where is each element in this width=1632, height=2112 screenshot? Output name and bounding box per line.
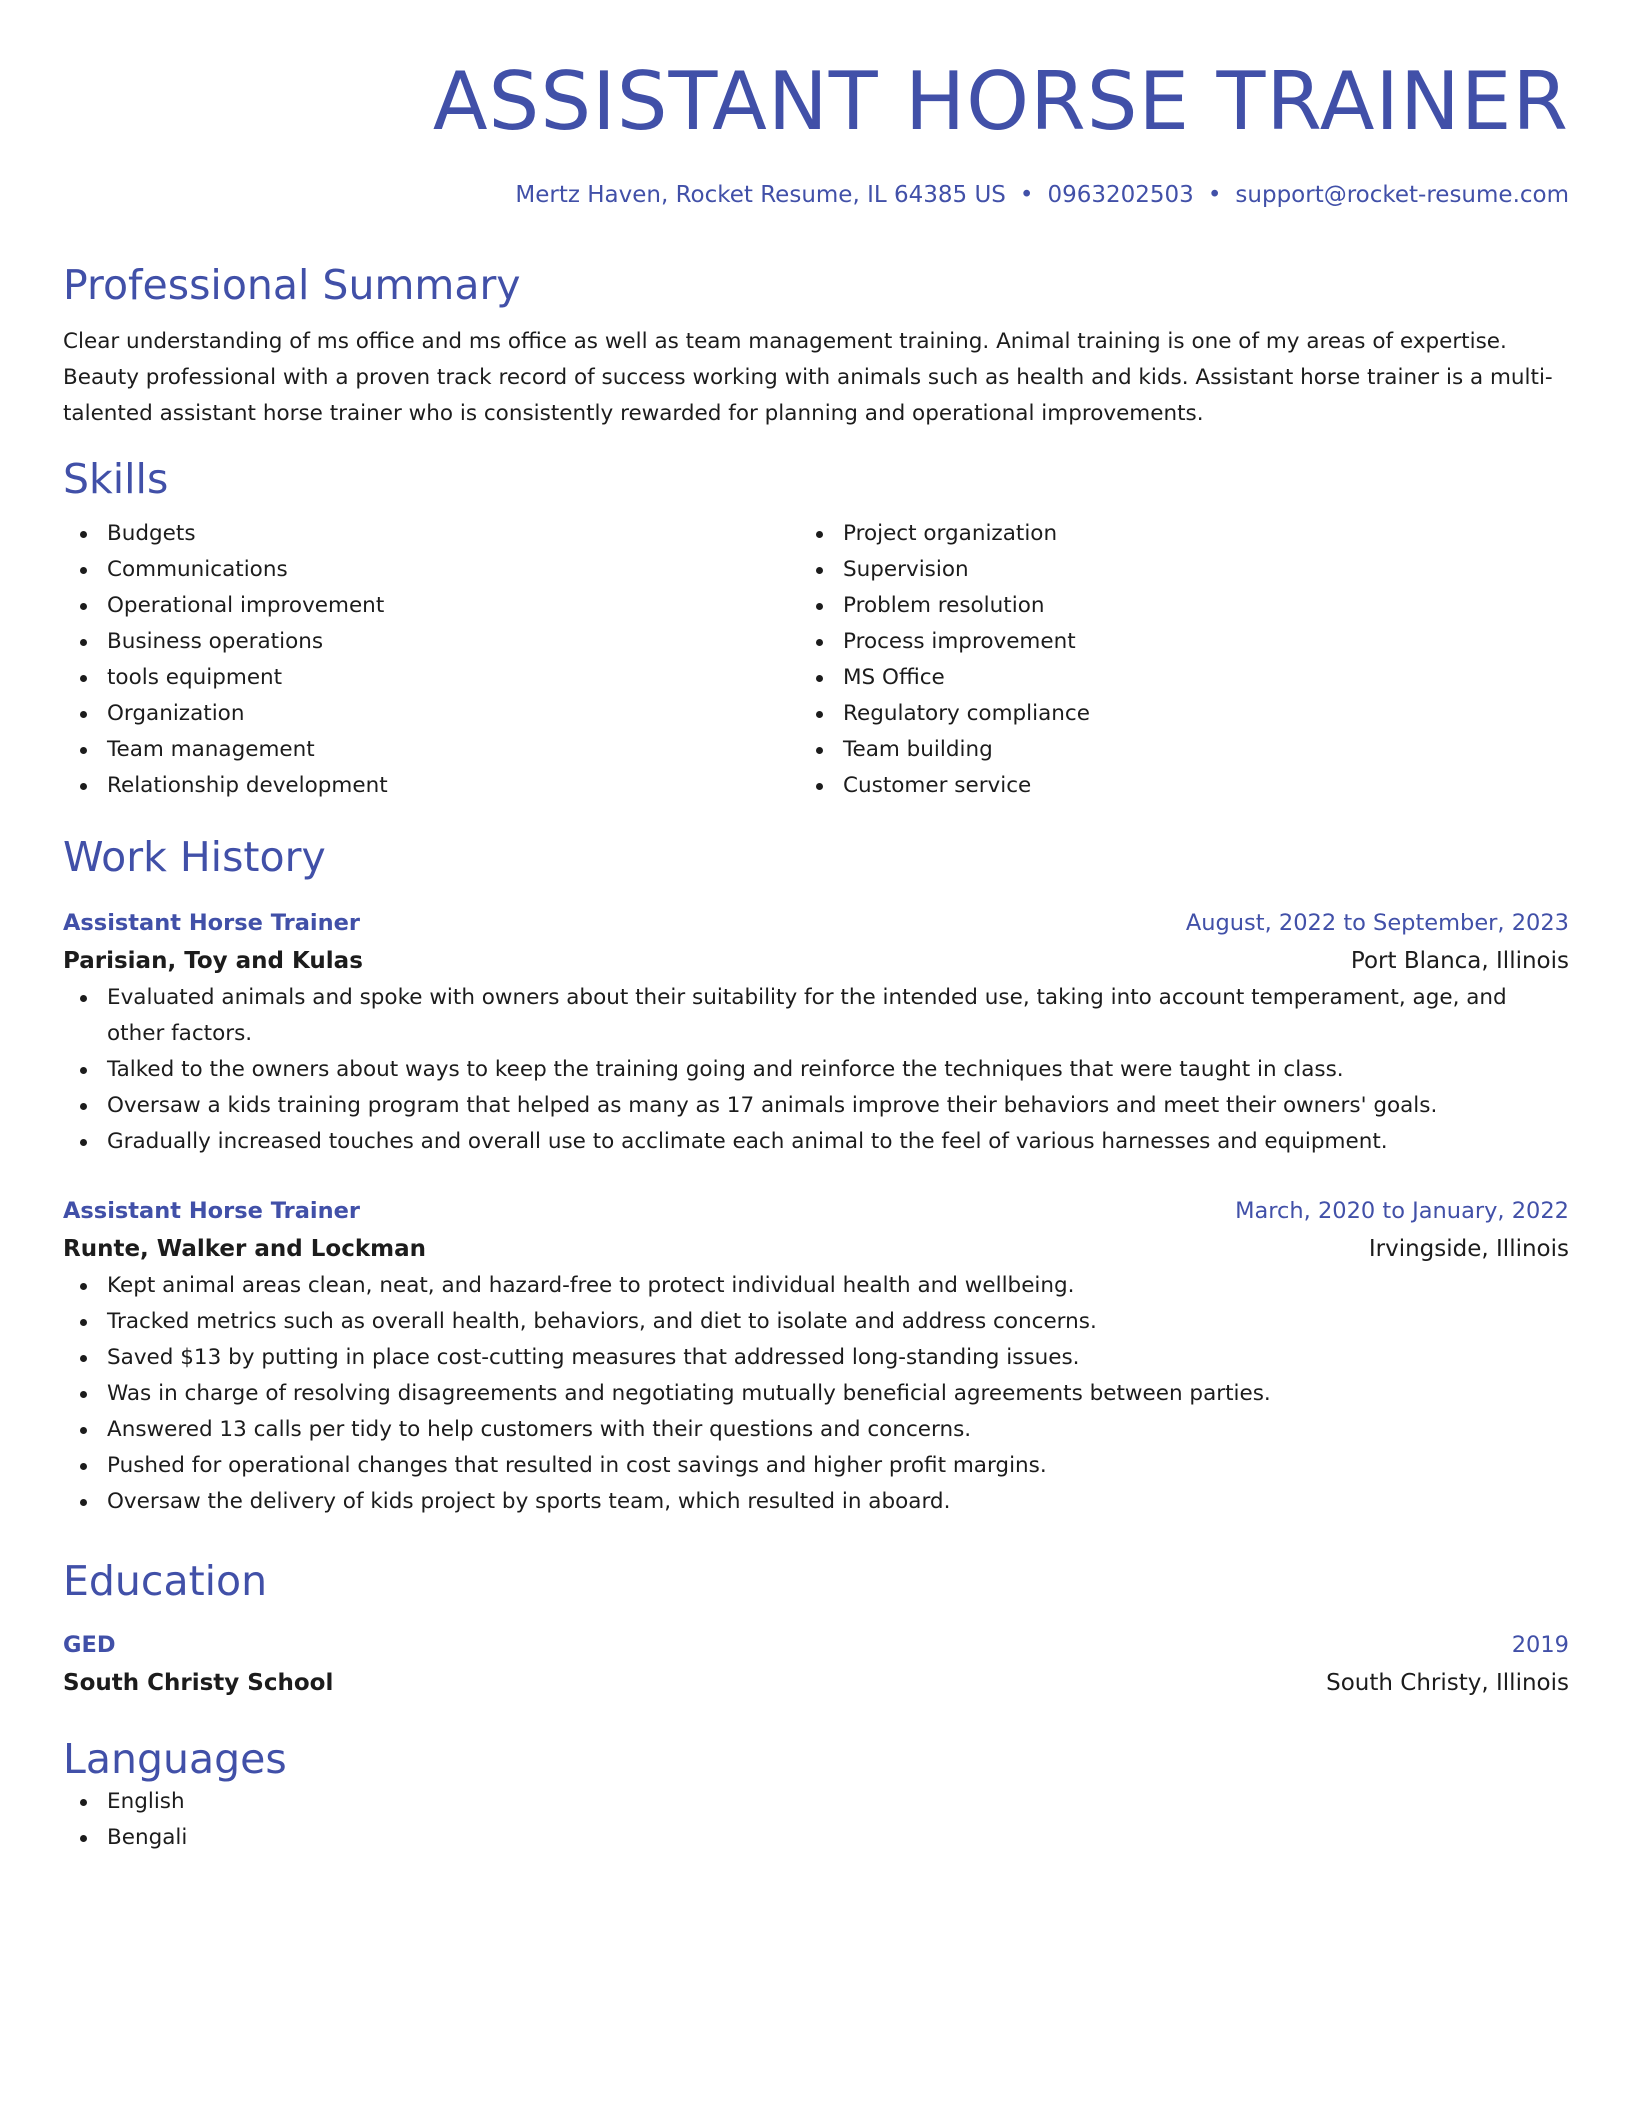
skill-item: Team building <box>799 732 1535 768</box>
skill-item: Organization <box>63 696 799 732</box>
job-duty: Pushed for operational changes that resulted in cost savings and higher profit margins. <box>63 1448 1569 1484</box>
job-dates: March, 2020 to January, 2022 <box>1235 1198 1569 1224</box>
skill-item: Problem resolution <box>799 588 1535 624</box>
skill-item: Communications <box>63 552 799 588</box>
job-role: Assistant Horse Trainer <box>63 910 360 936</box>
job-duty: Kept animal areas clean, neat, and hazard-free to protect individual health and wellbeing. <box>63 1268 1569 1304</box>
contact-phone: 0963202503 <box>1047 182 1194 208</box>
skills-list-left <box>63 516 799 804</box>
job-header-row <box>63 1192 1569 1230</box>
language-item: English <box>63 1784 1569 1820</box>
skill-item: MS Office <box>799 660 1535 696</box>
skill-item: Operational improvement <box>63 588 799 624</box>
skill-item: Customer service <box>799 768 1535 804</box>
job-duty: Gradually increased touches and overall use to acclimate each animal to the feel of various harnesses and equipment. <box>63 1124 1569 1160</box>
contact-separator: • <box>1019 182 1034 208</box>
resume-title: ASSISTANT HORSE TRAINER <box>432 55 1569 148</box>
skill-item: Budgets <box>63 516 799 552</box>
job-company-row <box>63 1230 1569 1268</box>
job-role: Assistant Horse Trainer <box>63 1198 360 1224</box>
education-school-row <box>63 1664 1569 1702</box>
job-dates: August, 2022 to September, 2023 <box>1185 910 1569 936</box>
summary-heading: Professional Summary <box>63 261 521 309</box>
job-company: Parisian, Toy and Kulas <box>63 948 363 974</box>
languages-heading: Languages <box>63 1735 287 1783</box>
job-duties-list <box>63 980 1569 1160</box>
skill-item: Process improvement <box>799 624 1535 660</box>
summary-text: Clear understanding of ms office and ms office as well as team management training. Animal training is one of my areas of expertise. Beauty professional with a proven track record of success working with animals such as health and kids. Assistant horse trainer is a multi-talented assistant horse trainer who is consistently rewarded for planning and operational improvements. <box>63 329 1553 426</box>
job-company-row <box>63 942 1569 980</box>
work-history-heading: Work History <box>63 833 326 881</box>
job-duty: Saved $13 by putting in place cost-cutting measures that addressed long-standing issues. <box>63 1340 1569 1376</box>
education-school: South Christy School <box>63 1670 334 1696</box>
contact-separator: • <box>1207 182 1222 208</box>
job-duty: Was in charge of resolving disagreements and negotiating mutually beneficial agreements between parties. <box>63 1376 1569 1412</box>
job-duty: Oversaw a kids training program that helped as many as 17 animals improve their behaviors and meet their owners' goals. <box>63 1088 1569 1124</box>
job-duty: Tracked metrics such as overall health, behaviors, and diet to isolate and address concerns. <box>63 1304 1569 1340</box>
job-location: Irvingside, Illinois <box>1368 1236 1569 1262</box>
contact-address: Mertz Haven, Rocket Resume, IL 64385 US <box>515 182 1006 208</box>
education-year: 2019 <box>1511 1632 1569 1658</box>
job-duty: Answered 13 calls per tidy to help customers with their questions and concerns. <box>63 1412 1569 1448</box>
education-heading: Education <box>63 1557 268 1605</box>
education-header-row <box>63 1626 1569 1664</box>
skills-list-right <box>799 516 1535 804</box>
skill-item: Project organization <box>799 516 1535 552</box>
skill-item: Supervision <box>799 552 1535 588</box>
skill-item: Team management <box>63 732 799 768</box>
job-header-row <box>63 904 1569 942</box>
skill-item: Regulatory compliance <box>799 696 1535 732</box>
skill-item: Relationship development <box>63 768 799 804</box>
skills-columns <box>63 516 1569 804</box>
contact-email[interactable]: support@rocket-resume.com <box>1235 182 1569 208</box>
job-company: Runte, Walker and Lockman <box>63 1236 426 1262</box>
skill-item: tools equipment <box>63 660 799 696</box>
skills-heading: Skills <box>63 455 169 503</box>
job-duty: Talked to the owners about ways to keep the training going and reinforce the techniques that were taught in class. <box>63 1052 1569 1088</box>
job-duties-list <box>63 1268 1569 1520</box>
skill-item: Business operations <box>63 624 799 660</box>
education-degree: GED <box>63 1632 116 1658</box>
education-entry <box>63 1626 1569 1702</box>
language-item: Bengali <box>63 1820 1569 1856</box>
job-entry <box>63 904 1569 1160</box>
resume-header <box>63 52 1569 210</box>
contact-line <box>63 180 1569 210</box>
job-entry <box>63 1192 1569 1520</box>
job-duty: Evaluated animals and spoke with owners about their suitability for the intended use, taking into account temperament, age, and other factors. <box>63 980 1569 1052</box>
languages-list <box>63 1784 1569 1856</box>
job-duty: Oversaw the delivery of kids project by sports team, which resulted in aboard. <box>63 1484 1569 1520</box>
education-location: South Christy, Illinois <box>1326 1670 1569 1696</box>
job-location: Port Blanca, Illinois <box>1350 948 1569 974</box>
